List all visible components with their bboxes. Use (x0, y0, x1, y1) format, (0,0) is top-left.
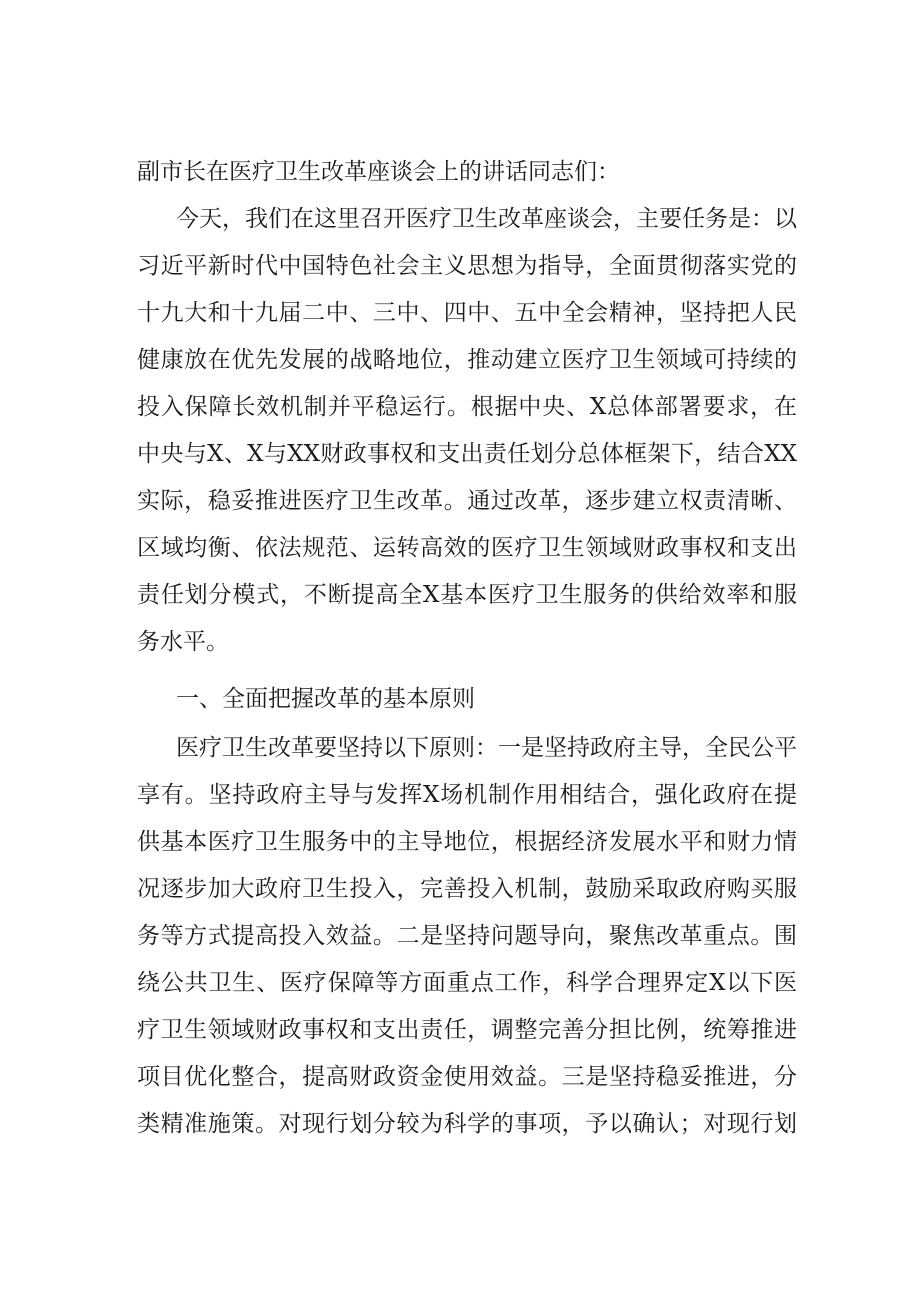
section-heading: 一、全面把握改革的基本原则 (176, 686, 475, 712)
paragraph-line: 类精准施策。对现行划分较为科学的事项，予以确认；对现行划 (137, 1111, 797, 1137)
paragraph-line: 务等方式提高投入效益。二是坚持问题导向，聚焦改革重点。围 (137, 923, 797, 949)
paragraph-line: 供基本医疗卫生服务中的主导地位，根据经济发展水平和财力情 (137, 829, 797, 855)
paragraph-line: 疗卫生领域财政事权和支出责任，调整完善分担比例，统筹推进 (137, 1017, 797, 1043)
paragraph-line: 中央与X、X与XX财政事权和支出责任划分总体框架下，结合XX (137, 441, 797, 467)
paragraph-line: 习近平新时代中国特色社会主义思想为指导，全面贯彻落实党的 (137, 253, 797, 279)
paragraph-line: 区域均衡、依法规范、运转高效的医疗卫生领域财政事权和支出 (137, 535, 797, 561)
paragraph-line: 今天，我们在这里召开医疗卫生改革座谈会，主要任务是：以 (176, 206, 797, 232)
paragraph-line: 投入保障长效机制并平稳运行。根据中央、X总体部署要求，在 (137, 394, 797, 420)
paragraph-line: 十九大和十九届二中、三中、四中、五中全会精神，坚持把人民 (137, 300, 797, 326)
paragraph-line: 责任划分模式，不断提高全X基本医疗卫生服务的供给效率和服 (137, 582, 797, 608)
paragraph-line: 实际，稳妥推进医疗卫生改革。通过改革，逐步建立权责清晰、 (137, 488, 797, 514)
paragraph-line: 享有。坚持政府主导与发挥X场机制作用相结合，强化政府在提 (137, 782, 797, 808)
paragraph-line: 健康放在优先发展的战略地位，推动建立医疗卫生领域可持续的 (137, 347, 797, 373)
document-title: 副市长在医疗卫生改革座谈会上的讲话同志们： (137, 159, 620, 185)
paragraph-line: 况逐步加大政府卫生投入，完善投入机制，鼓励采取政府购买服 (137, 876, 797, 902)
paragraph-line: 项目优化整合，提高财政资金使用效益。三是坚持稳妥推进，分 (137, 1064, 797, 1090)
paragraph-line: 医疗卫生改革要坚持以下原则：一是坚持政府主导，全民公平 (176, 735, 797, 761)
paragraph-line: 务水平。 (137, 629, 229, 655)
paragraph-line: 绕公共卫生、医疗保障等方面重点工作，科学合理界定X以下医 (137, 970, 797, 996)
